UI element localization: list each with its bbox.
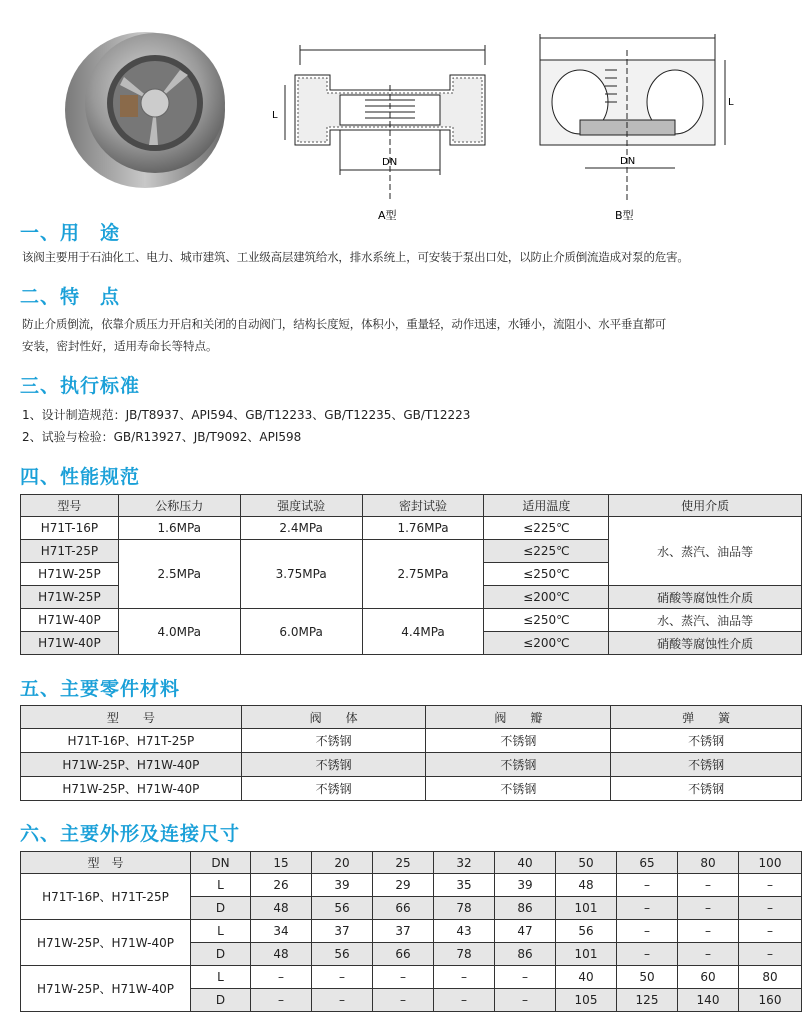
table-row — [21, 874, 802, 897]
dim-value: – — [678, 920, 739, 943]
dim-value: 50 — [617, 966, 678, 989]
dim-value: – — [678, 943, 739, 966]
caption-b: B型 — [615, 209, 634, 220]
material-body: 不锈钢 — [241, 753, 426, 777]
perf-temp: ≤225℃ — [484, 517, 609, 540]
dim-header-dn-value: 80 — [678, 852, 739, 874]
perf-media: 硝酸等腐蚀性介质 — [609, 586, 802, 609]
dim-value: 40 — [556, 966, 617, 989]
dim-header-model: 型 号 — [21, 852, 191, 874]
material-spring: 不锈钢 — [611, 729, 802, 753]
material-disc: 不锈钢 — [426, 777, 611, 801]
dim-value: – — [373, 989, 434, 1012]
material-body: 不锈钢 — [241, 729, 426, 753]
section-heading-performance: 四、性能规范 — [20, 466, 141, 488]
dim-value: – — [495, 966, 556, 989]
dim-value: 29 — [373, 874, 434, 897]
perf-model: H71W-25P — [21, 586, 119, 609]
dim-value: 86 — [495, 897, 556, 920]
perf-media: 硝酸等腐蚀性介质 — [609, 632, 802, 655]
material-header-spring: 弹 簧 — [611, 706, 802, 729]
dim-l-label-a: L — [272, 110, 278, 121]
features-line-1: 防止介质倒流，依靠介质压力开启和关闭的自动阀门，结构长度短，体积小，重量轻，动作迅速，水锤小，流阻小、水平垂直都可 — [22, 317, 667, 331]
dim-value: – — [739, 874, 802, 897]
dim-value: 160 — [739, 989, 802, 1012]
dim-value: 26 — [251, 874, 312, 897]
dim-value: 43 — [434, 920, 495, 943]
dim-value: – — [739, 920, 802, 943]
dim-value: 86 — [495, 943, 556, 966]
material-disc: 不锈钢 — [426, 729, 611, 753]
table-row — [21, 966, 802, 989]
perf-strength: 3.75MPa — [240, 540, 362, 609]
dim-value: – — [617, 920, 678, 943]
dim-dn-label-b: DN — [620, 156, 636, 167]
dim-header-dn-value: 100 — [739, 852, 802, 874]
drawing-type-a — [270, 30, 500, 220]
dim-header-row — [21, 852, 802, 874]
dim-row-label: D — [191, 989, 251, 1012]
dim-row-label: D — [191, 897, 251, 920]
perf-media: 水、蒸汽、油品等 — [609, 609, 802, 632]
table-row — [21, 517, 802, 540]
dim-header-dn-value: 15 — [251, 852, 312, 874]
dim-header-dn-value: 32 — [434, 852, 495, 874]
dim-model: H71T-16P、H71T-25P — [21, 874, 191, 920]
perf-temp: ≤250℃ — [484, 609, 609, 632]
dim-value: – — [617, 874, 678, 897]
dim-value: 56 — [312, 897, 373, 920]
dim-value: 78 — [434, 943, 495, 966]
material-spring: 不锈钢 — [611, 753, 802, 777]
dim-value: – — [495, 989, 556, 1012]
dim-model: H71W-25P、H71W-40P — [21, 966, 191, 1012]
dim-value: – — [312, 989, 373, 1012]
drawing-type-b — [525, 30, 755, 220]
section-heading-usage: 一、用 途 — [20, 222, 121, 244]
dim-value: 35 — [434, 874, 495, 897]
material-spring: 不锈钢 — [611, 777, 802, 801]
dim-value: – — [617, 943, 678, 966]
perf-temp: ≤225℃ — [484, 540, 609, 563]
dim-value: – — [678, 874, 739, 897]
dim-value: 101 — [556, 897, 617, 920]
dim-value: 66 — [373, 943, 434, 966]
valve-photo — [50, 15, 230, 190]
perf-header-model: 型号 — [21, 495, 119, 517]
dim-row-label: L — [191, 920, 251, 943]
dim-value: 78 — [434, 897, 495, 920]
dim-value: 47 — [495, 920, 556, 943]
performance-table — [20, 494, 802, 655]
dim-row-label: L — [191, 874, 251, 897]
dim-value: 48 — [556, 874, 617, 897]
dim-value: – — [251, 966, 312, 989]
dim-value: 101 — [556, 943, 617, 966]
material-header-disc: 阀 瓣 — [426, 706, 611, 729]
dim-header-dn-value: 25 — [373, 852, 434, 874]
dim-header-dn-value: 50 — [556, 852, 617, 874]
standard-line-1: 1、设计制造规范：JB/T8937、API594、GB/T12233、GB/T12235、GB/T12223 — [22, 408, 471, 422]
table-row — [21, 609, 802, 632]
perf-pressure: 2.5MPa — [118, 540, 240, 609]
perf-pressure: 4.0MPa — [118, 609, 240, 655]
perf-media: 水、蒸汽、油品等 — [609, 517, 802, 586]
perf-pressure: 1.6MPa — [118, 517, 240, 540]
dim-value: – — [434, 966, 495, 989]
dim-value: 56 — [312, 943, 373, 966]
dim-value: 39 — [312, 874, 373, 897]
perf-model: H71T-16P — [21, 517, 119, 540]
perf-temp: ≤250℃ — [484, 563, 609, 586]
table-row — [21, 777, 802, 801]
usage-text: 该阀主要用于石油化工、电力、城市建筑、工业级高层建筑给水，排水系统上，可安装于泵出口处，以防止介质倒流造成对泵的危害。 — [22, 250, 689, 264]
dim-header-dn-value: 20 — [312, 852, 373, 874]
perf-seal: 1.76MPa — [362, 517, 484, 540]
dim-value: – — [312, 966, 373, 989]
perf-model: H71T-25P — [21, 540, 119, 563]
dim-row-label: L — [191, 966, 251, 989]
section-heading-dimensions: 六、主要外形及连接尺寸 — [20, 823, 241, 845]
dim-header-dn-value: 40 — [495, 852, 556, 874]
perf-seal: 2.75MPa — [362, 540, 484, 609]
dim-value: – — [617, 897, 678, 920]
dim-value: 34 — [251, 920, 312, 943]
dim-value: – — [678, 897, 739, 920]
dim-value: 37 — [312, 920, 373, 943]
dim-value: 60 — [678, 966, 739, 989]
perf-header-pressure: 公称压力 — [118, 495, 240, 517]
perf-header-row — [21, 495, 802, 517]
perf-strength: 6.0MPa — [240, 609, 362, 655]
perf-temp: ≤200℃ — [484, 632, 609, 655]
perf-header-strength: 强度试验 — [240, 495, 362, 517]
material-header-body: 阀 体 — [241, 706, 426, 729]
perf-model: H71W-25P — [21, 563, 119, 586]
section-heading-materials: 五、主要零件材料 — [20, 678, 181, 700]
perf-seal: 4.4MPa — [362, 609, 484, 655]
perf-model: H71W-40P — [21, 632, 119, 655]
dim-header-dn: DN — [191, 852, 251, 874]
dimensions-table — [20, 851, 802, 1012]
perf-header-seal: 密封试验 — [362, 495, 484, 517]
features-line-2: 安装，密封性好，适用寿命长等特点。 — [22, 339, 218, 353]
dim-value: – — [434, 989, 495, 1012]
material-model: H71W-25P、H71W-40P — [21, 777, 242, 801]
section-heading-standards: 三、执行标准 — [20, 375, 141, 397]
dim-value: 56 — [556, 920, 617, 943]
dim-value: 140 — [678, 989, 739, 1012]
material-header-model: 型 号 — [21, 706, 242, 729]
material-body: 不锈钢 — [241, 777, 426, 801]
dim-value: – — [373, 966, 434, 989]
table-row — [21, 753, 802, 777]
dim-value: – — [739, 943, 802, 966]
material-header-row — [21, 706, 802, 729]
perf-header-temp: 适用温度 — [484, 495, 609, 517]
table-row — [21, 729, 802, 753]
dim-model: H71W-25P、H71W-40P — [21, 920, 191, 966]
dim-value: 125 — [617, 989, 678, 1012]
dim-dn-label-a: DN — [382, 157, 398, 168]
dim-value: 66 — [373, 897, 434, 920]
section-heading-features: 二、特 点 — [20, 286, 121, 308]
dim-l-label-b: L — [728, 97, 734, 108]
perf-strength: 2.4MPa — [240, 517, 362, 540]
dim-value: 48 — [251, 943, 312, 966]
table-row — [21, 920, 802, 943]
material-disc: 不锈钢 — [426, 753, 611, 777]
dim-value: – — [739, 897, 802, 920]
perf-temp: ≤200℃ — [484, 586, 609, 609]
material-model: H71T-16P、H71T-25P — [21, 729, 242, 753]
dim-value: 80 — [739, 966, 802, 989]
dim-row-label: D — [191, 943, 251, 966]
dim-header-dn-value: 65 — [617, 852, 678, 874]
caption-a: A型 — [378, 209, 397, 220]
perf-model: H71W-40P — [21, 609, 119, 632]
dim-value: 39 — [495, 874, 556, 897]
dim-value: 105 — [556, 989, 617, 1012]
standard-line-2: 2、试验与检验：GB/R13927、JB/T9092、API598 — [22, 430, 302, 444]
material-model: H71W-25P、H71W-40P — [21, 753, 242, 777]
dim-value: 37 — [373, 920, 434, 943]
materials-table — [20, 705, 802, 801]
dim-value: – — [251, 989, 312, 1012]
perf-header-media: 使用介质 — [609, 495, 802, 517]
dim-value: 48 — [251, 897, 312, 920]
